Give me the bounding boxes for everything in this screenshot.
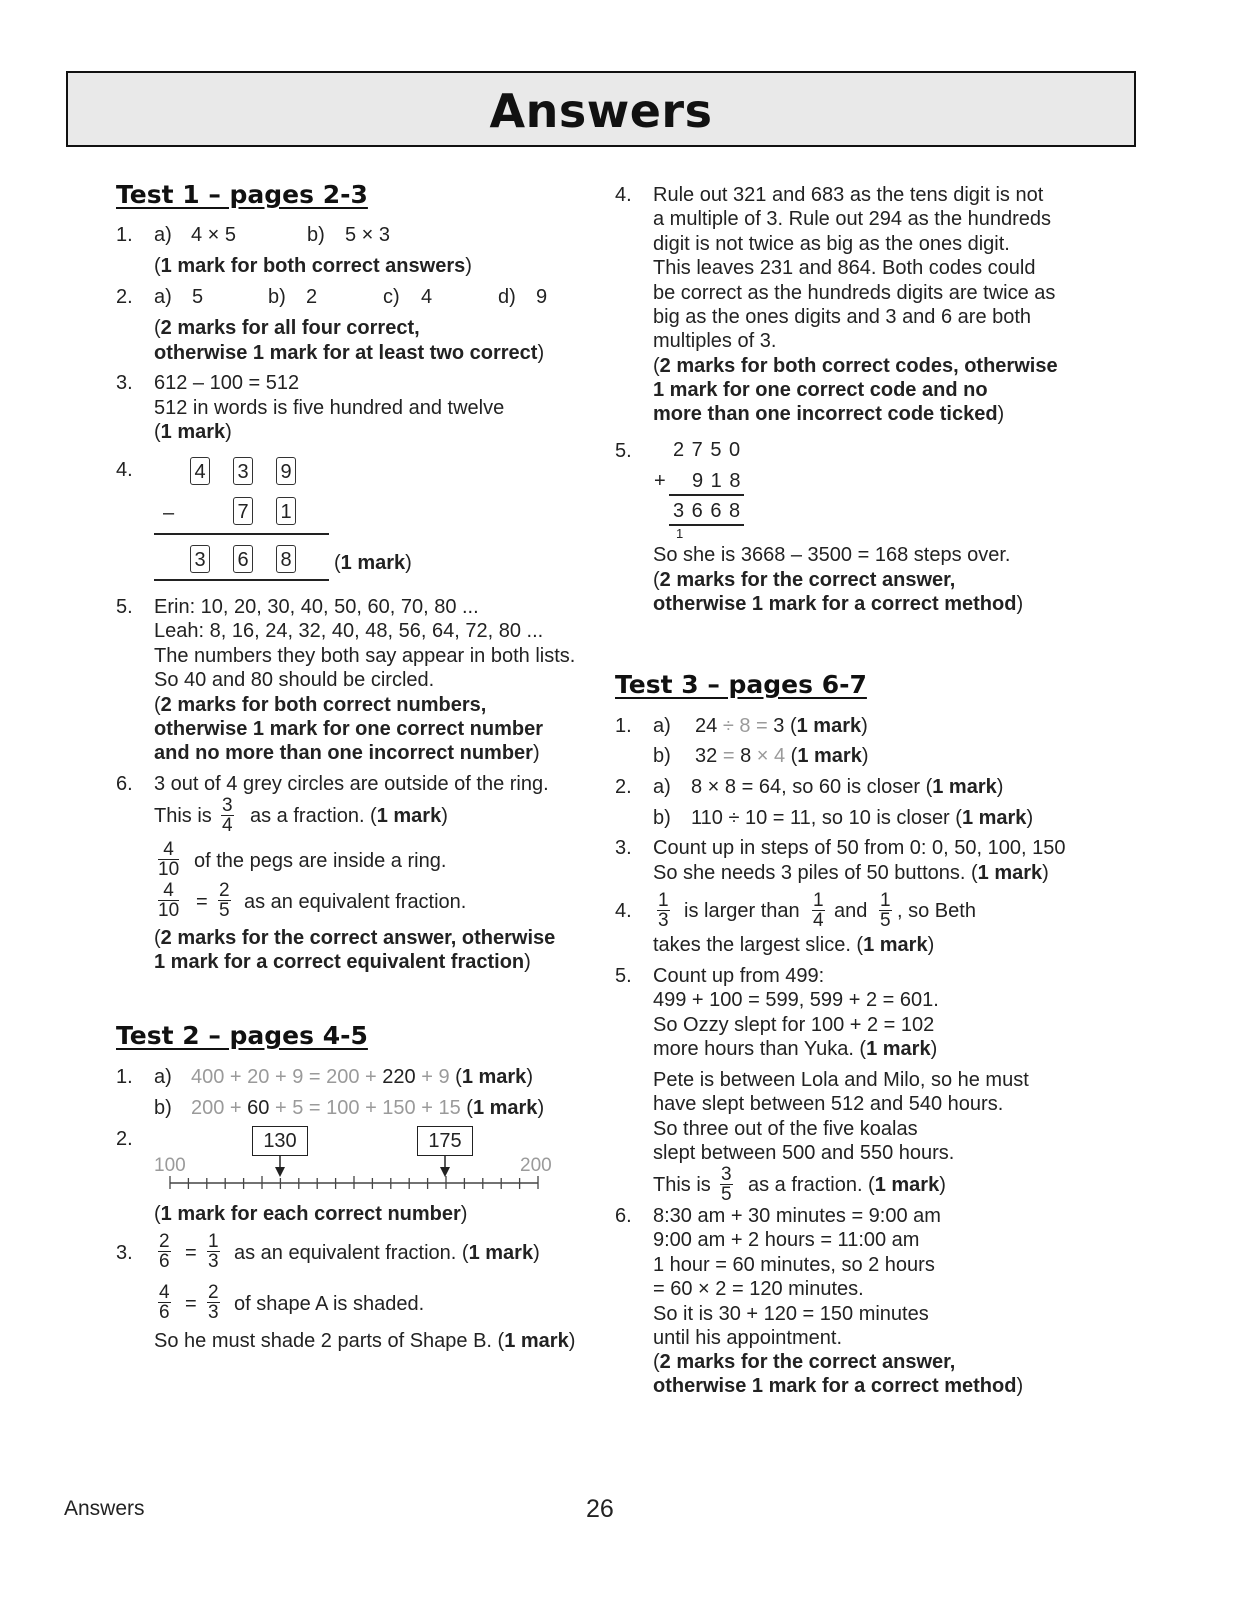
mark-text: 1 mark xyxy=(376,805,442,827)
answer-value: 5 × 3 xyxy=(345,224,391,246)
answer-value: 5 xyxy=(192,286,204,308)
answer-line: This leaves 231 and 864. Both codes could xyxy=(653,257,1036,280)
answer-line: 110 ÷ 10 = 11, so 10 is closer (1 mark) xyxy=(691,807,1034,829)
mark-text: otherwise 1 mark for one correct number xyxy=(154,718,544,740)
answer-line: 8 × 8 = 64, so 60 is closer (1 mark) xyxy=(691,776,1004,798)
q-number: 1. xyxy=(615,715,632,737)
mark-note: (1 mark) xyxy=(334,552,412,574)
answer-line: 32 = 8 × 4 (1 mark) xyxy=(695,745,869,767)
page-number: 26 xyxy=(586,1495,614,1523)
fraction: $\frac{3}{4}$ xyxy=(222,795,233,836)
part-label: d) xyxy=(498,286,516,308)
fraction: $\frac{4}{10}$ xyxy=(158,880,180,921)
footer-section-label: Answers xyxy=(64,1497,145,1520)
answer-value: 9 xyxy=(536,286,548,308)
part-label: b) xyxy=(307,224,325,246)
answer-line: Pete is between Lola and Milo, so he must xyxy=(653,1069,1029,1091)
mark-note xyxy=(154,718,543,741)
mark-note: (2 marks for both correct numbers, xyxy=(154,694,487,716)
answer-line: 1 hour = 60 minutes, so 2 hours xyxy=(653,1253,935,1276)
answer-line: as an equivalent fraction. xyxy=(244,891,467,913)
mark-note: 1 mark for one correct code and no xyxy=(653,379,988,401)
digit-box: 3 xyxy=(233,457,253,485)
part-label: a) xyxy=(653,715,671,737)
part-label: a) xyxy=(154,286,172,308)
mark-note: (1 mark for each correct number) xyxy=(154,1203,468,1225)
answer-line: a multiple of 3. Rule out 294 as the hundreds xyxy=(653,208,1052,231)
answer-line: Leah: 8, 16, 24, 32, 40, 48, 56, 64, 72, 80 ... xyxy=(154,620,544,642)
mark-note: (2 marks for the correct answer, xyxy=(653,1351,956,1373)
answer-line: 9:00 am + 2 hours = 11:00 am xyxy=(653,1229,920,1252)
answer-line: until his appointment. xyxy=(653,1327,843,1349)
mark-note: (2 marks for the correct answer, otherwise xyxy=(154,927,556,949)
q-number: 3. xyxy=(116,372,133,394)
part-label: b) xyxy=(653,745,671,767)
equals-sign: = xyxy=(196,891,208,913)
answer-line: 8:30 am + 30 minutes = 9:00 am xyxy=(653,1205,941,1227)
fraction: $\frac{1}{3}$ xyxy=(208,1231,219,1272)
carry-digit: 1 xyxy=(676,526,684,541)
addend: 2 7 5 0 xyxy=(673,439,742,461)
plus-sign: + xyxy=(654,470,666,492)
mark-text: 2 marks for the correct answer, otherwise xyxy=(160,927,556,949)
part-label: c) xyxy=(383,286,400,308)
test1-heading: Test 1 – pages 2-3 xyxy=(116,180,368,209)
answer-line: The numbers they both say appear in both lists. xyxy=(154,645,576,667)
mark-note: otherwise 1 mark for at least two correct) xyxy=(154,342,545,364)
answer-box: 130 xyxy=(252,1126,308,1156)
answer-line: This is xyxy=(653,1174,711,1196)
mark-text: 1 mark xyxy=(160,421,226,443)
answer-line: So it is 30 + 120 = 150 minutes xyxy=(653,1302,929,1325)
digit-box: 8 xyxy=(276,545,296,573)
answer-line: is larger than xyxy=(684,900,800,922)
answer-rule xyxy=(154,579,329,581)
answer-line: 24 ÷ 8 = 3 (1 mark) xyxy=(695,715,868,737)
mark-text: 1 mark for both correct answers xyxy=(160,255,466,277)
equals-sign: = xyxy=(185,1293,197,1315)
answer-line: , so Beth xyxy=(897,900,976,922)
q-number: 3. xyxy=(116,1242,133,1264)
mark-note: and no more than one incorrect number) xyxy=(154,742,540,764)
q-number: 4. xyxy=(116,459,133,481)
mark-note: (1 mark for both correct answers) xyxy=(154,255,472,277)
mark-text: 1 mark for each correct number xyxy=(160,1203,461,1225)
answer-line: digit is not twice as big as the ones digit. xyxy=(653,232,1010,255)
part-label: b) xyxy=(653,807,671,829)
number-line-start: 100 xyxy=(154,1155,186,1176)
fraction: $\frac{4}{6}$ xyxy=(159,1282,170,1323)
mark-note: (2 marks for the correct answer, xyxy=(653,569,956,591)
number-line xyxy=(160,1155,550,1195)
mark-text: 1 mark xyxy=(340,552,406,574)
answer-line: as a fraction. (1 mark) xyxy=(748,1174,946,1196)
answer-line: as an equivalent fraction. (1 mark) xyxy=(234,1242,540,1264)
fraction: $\frac{1}{5}$ xyxy=(880,890,891,931)
fraction: $\frac{2}{6}$ xyxy=(159,1231,170,1272)
digit-box: 4 xyxy=(190,457,210,485)
page-title: Answers xyxy=(489,84,713,138)
answer-line: Count up from 499: xyxy=(653,965,825,987)
answer-value: 4 × 5 xyxy=(191,224,237,246)
minus-sign: – xyxy=(163,502,175,524)
sum: 3 6 6 8 xyxy=(673,500,742,522)
answer-line: slept between 500 and 550 hours. xyxy=(653,1142,955,1165)
mark-text: 1 mark for a correct equivalent fraction xyxy=(154,951,525,973)
answer-rule xyxy=(154,533,329,535)
mark-text: 2 marks for both correct numbers, xyxy=(160,694,487,716)
answer-line: Rule out 321 and 683 as the tens digit is not xyxy=(653,184,1044,206)
fraction: $\frac{2}{5}$ xyxy=(219,880,230,921)
answer-line: 499 + 100 = 599, 599 + 2 = 601. xyxy=(653,989,939,1012)
answer-line: multiples of 3. xyxy=(653,330,777,353)
digit-box: 6 xyxy=(233,545,253,573)
answer-value: 4 xyxy=(421,286,433,308)
mark-text: 2 marks for all four correct, xyxy=(160,317,420,339)
answer-line: Count up in steps of 50 from 0: 0, 50, 100, 150 xyxy=(653,837,1066,859)
answer-line: as a fraction. (1 mark) xyxy=(250,805,448,827)
q-number: 6. xyxy=(116,773,133,795)
q-number: 1. xyxy=(116,1066,133,1088)
fraction: $\frac{1}{3}$ xyxy=(658,890,669,931)
answer-line: Erin: 10, 20, 30, 40, 50, 60, 70, 80 ... xyxy=(154,596,479,618)
q-number: 2. xyxy=(116,286,133,308)
q-number: 5. xyxy=(615,965,632,987)
test2-heading: Test 2 – pages 4-5 xyxy=(116,1021,368,1050)
mark-note: (2 marks for all four correct, xyxy=(154,317,420,339)
answer-line: So Ozzy slept for 100 + 2 = 102 xyxy=(653,1013,935,1036)
mark-note: more than one incorrect code ticked) xyxy=(653,403,1005,425)
fraction: $\frac{3}{5}$ xyxy=(721,1164,732,1205)
mark-note: otherwise 1 mark for a correct method) xyxy=(653,1375,1024,1397)
part-label: a) xyxy=(154,1066,172,1088)
answer-line: 400 + 20 + 9 = 200 + 220 + 9 (1 mark) xyxy=(191,1066,533,1088)
answer-box: 175 xyxy=(417,1126,473,1156)
answer-line: = 60 × 2 = 120 minutes. xyxy=(653,1278,864,1301)
answer-value: 2 xyxy=(306,286,318,308)
answer-line: have slept between 512 and 540 hours. xyxy=(653,1093,1004,1116)
answer-rule xyxy=(669,494,744,496)
answer-line: 3 out of 4 grey circles are outside of the ring. xyxy=(154,773,549,795)
q-number: 5. xyxy=(116,596,133,618)
digit-box: 3 xyxy=(190,545,210,573)
q-number: 2. xyxy=(615,776,632,798)
fraction: $\frac{4}{10}$ xyxy=(158,839,180,880)
digit-box: 7 xyxy=(233,497,253,525)
test3-heading: Test 3 – pages 6-7 xyxy=(615,670,867,699)
q-number: 4. xyxy=(615,184,632,206)
q-number: 3. xyxy=(615,837,632,859)
answer-line: be correct as the hundreds digits are twice as xyxy=(653,281,1056,304)
digit-box: 1 xyxy=(276,497,296,525)
q-number: 1. xyxy=(116,224,133,246)
answer-line: of shape A is shaded. xyxy=(234,1293,425,1315)
q-number: 5. xyxy=(615,440,632,462)
fraction: $\frac{1}{4}$ xyxy=(813,890,824,931)
answer-line: 512 in words is five hundred and twelve xyxy=(154,397,505,419)
answer-line: of the pegs are inside a ring. xyxy=(194,850,447,872)
mark-note: (1 mark) xyxy=(154,421,232,443)
digit-box: 9 xyxy=(276,457,296,485)
equals-sign: = xyxy=(185,1242,197,1264)
answer-line: and xyxy=(834,900,868,922)
answer-line: So he must shade 2 parts of Shape B. (1 mark) xyxy=(154,1330,576,1352)
answer-line: takes the largest slice. (1 mark) xyxy=(653,934,935,956)
answer-line: 200 + 60 + 5 = 100 + 150 + 15 (1 mark) xyxy=(191,1097,545,1119)
mark-text: otherwise 1 mark for at least two correct xyxy=(154,342,538,364)
mark-note: otherwise 1 mark for a correct method) xyxy=(653,593,1024,615)
part-label: a) xyxy=(154,224,172,246)
part-label: a) xyxy=(653,776,671,798)
answer-line: big as the ones digits and 3 and 6 are both xyxy=(653,306,1032,328)
answer-line: So she is 3668 – 3500 = 168 steps over. xyxy=(653,544,1011,566)
answer-line: So she needs 3 piles of 50 buttons. (1 mark) xyxy=(653,862,1049,884)
answer-line: This is xyxy=(154,805,212,827)
mark-note: (2 marks for both correct codes, otherwise xyxy=(653,355,1058,377)
addend: 9 1 8 xyxy=(692,470,742,492)
mark-text: and no more than one incorrect number xyxy=(154,742,533,764)
answer-line: more hours than Yuka. (1 mark) xyxy=(653,1038,938,1060)
answer-line: So 40 and 80 should be circled. xyxy=(154,669,435,691)
part-label: b) xyxy=(268,286,286,308)
answer-line: So three out of the five koalas xyxy=(653,1117,918,1140)
mark-note: 1 mark for a correct equivalent fraction) xyxy=(154,951,531,973)
fraction: $\frac{2}{3}$ xyxy=(208,1282,219,1323)
answer-line: 612 – 100 = 512 xyxy=(154,372,300,394)
q-number: 4. xyxy=(615,900,632,922)
title-banner xyxy=(66,71,1136,147)
part-label: b) xyxy=(154,1097,172,1119)
number-line-end: 200 xyxy=(520,1155,552,1176)
q-number: 6. xyxy=(615,1205,632,1227)
q-number: 2. xyxy=(116,1128,133,1150)
